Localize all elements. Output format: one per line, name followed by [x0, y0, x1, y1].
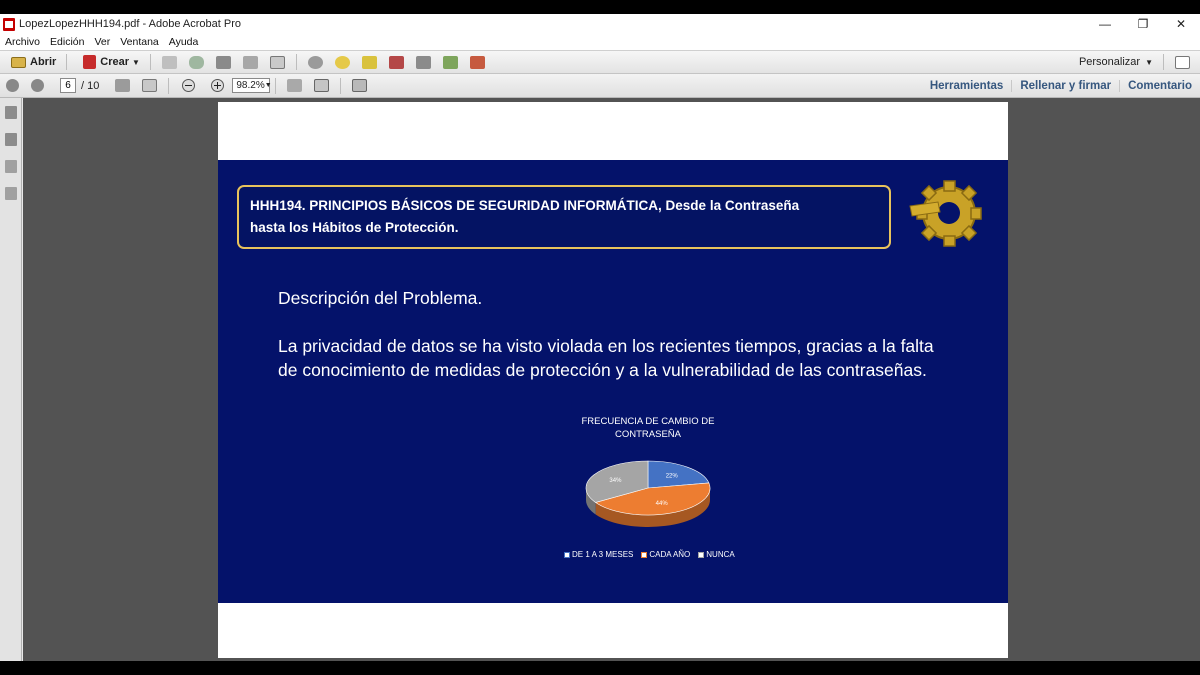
chart-title: FRECUENCIA DE CAMBIO DE CONTRASEÑA — [581, 416, 715, 440]
legend-label: NUNCA — [706, 550, 735, 559]
page-total: / 10 — [81, 79, 100, 92]
pie-data-label: 44% — [655, 501, 668, 508]
legend-label: CADA AÑO — [649, 550, 691, 559]
chevron-down-icon: ▼ — [264, 82, 272, 89]
window-controls — [1086, 17, 1200, 31]
title-bar — [0, 14, 1200, 34]
comment-icon[interactable] — [335, 56, 350, 69]
menu-bar — [0, 34, 1200, 50]
menu-ventana[interactable]: Ventana — [120, 36, 159, 48]
cloud-upload-icon[interactable] — [189, 56, 204, 69]
hand-tool-icon[interactable] — [142, 79, 157, 92]
previous-page-icon[interactable] — [6, 79, 19, 92]
main-toolbar — [0, 50, 1200, 74]
create-pdf-icon — [83, 55, 96, 69]
task-panels — [922, 80, 1200, 92]
menu-edicion[interactable]: Edición — [50, 36, 85, 48]
attachments-icon[interactable] — [5, 160, 17, 173]
save-icon[interactable] — [162, 56, 177, 69]
open-button[interactable]: Abrir — [5, 56, 56, 68]
navigation-toolbar — [0, 74, 1200, 98]
compare-icon[interactable] — [416, 56, 431, 69]
legend-swatch — [698, 552, 704, 558]
legend-swatch — [564, 552, 570, 558]
menu-ver[interactable]: Ver — [94, 36, 111, 48]
acrobat-window — [0, 14, 1200, 661]
page-thumbnails-icon[interactable] — [5, 106, 17, 119]
slide-title-box — [237, 185, 891, 249]
folder-icon — [11, 57, 26, 68]
slide-paragraph: La privacidad de datos se ha visto violada en los recientes tiempos, gracias a la falta de conocimiento de medidas de protección y a la vulnerabilidad de las contraseñas. — [278, 336, 934, 380]
gear-logo-icon — [908, 178, 986, 250]
restore-icon[interactable]: ❐ — [1137, 17, 1149, 31]
edit-icon[interactable] — [243, 56, 258, 69]
mail-icon[interactable] — [270, 56, 285, 69]
form-icon[interactable] — [470, 56, 485, 69]
zoom-in-icon[interactable] — [211, 79, 224, 92]
pie-data-label: 34% — [609, 478, 622, 485]
next-page-icon[interactable] — [31, 79, 44, 92]
signatures-icon[interactable] — [5, 187, 17, 200]
customize-button[interactable]: Personalizar ▼ — [1078, 56, 1153, 68]
fit-page-icon[interactable] — [314, 79, 329, 92]
close-icon[interactable]: ✕ — [1175, 17, 1187, 31]
pie-chart — [578, 450, 718, 540]
select-cursor-icon[interactable] — [115, 79, 130, 92]
legend-item — [698, 550, 734, 559]
combine-icon[interactable] — [443, 56, 458, 69]
legend-item — [564, 550, 633, 559]
chevron-down-icon: ▼ — [132, 57, 140, 67]
gear-icon[interactable] — [308, 56, 323, 69]
menu-archivo[interactable]: Archivo — [5, 36, 41, 48]
expand-icon[interactable] — [1175, 56, 1190, 69]
pdf-file-icon — [3, 18, 15, 31]
create-button[interactable]: Crear ▼ — [77, 55, 140, 69]
tab-fill-sign[interactable]: Rellenar y firmar — [1011, 80, 1119, 92]
chart-legend — [564, 550, 743, 559]
tab-comment[interactable]: Comentario — [1119, 80, 1200, 92]
minimize-icon[interactable]: — — [1099, 17, 1111, 31]
window-title: LopezLopezHHH194.pdf - Adobe Acrobat Pro — [19, 18, 241, 30]
slide — [218, 160, 1008, 603]
read-mode-icon[interactable] — [352, 79, 367, 92]
tab-tools[interactable]: Herramientas — [929, 79, 1004, 92]
slide-title-line1: HHH194. PRINCIPIOS BÁSICOS DE SEGURIDAD INFORMÁTICA, Desde la Contraseña — [250, 198, 800, 213]
stamp-icon[interactable] — [389, 56, 404, 69]
pdf-page — [218, 102, 1008, 658]
slide-heading: Descripción del Problema. — [278, 288, 483, 308]
fit-width-icon[interactable] — [287, 79, 302, 92]
legend-swatch — [641, 552, 647, 558]
zoom-select[interactable]: 98.2% ▼ — [232, 78, 270, 93]
legend-item — [641, 550, 690, 559]
menu-ayuda[interactable]: Ayuda — [168, 36, 199, 48]
navigation-pane — [0, 98, 22, 661]
bookmarks-icon[interactable] — [5, 133, 17, 146]
print-icon[interactable] — [216, 56, 231, 69]
slide-body — [278, 286, 938, 382]
highlight-icon[interactable] — [362, 56, 377, 69]
zoom-out-icon[interactable] — [182, 79, 195, 92]
slide-title-line2: hasta los Hábitos de Protección. — [250, 220, 459, 235]
chevron-down-icon: ▼ — [1145, 57, 1153, 67]
document-viewer[interactable] — [23, 98, 1200, 661]
legend-label: DE 1 A 3 MESES — [572, 550, 634, 559]
page-number-input[interactable] — [60, 78, 76, 93]
pie-data-label: 22% — [665, 473, 678, 480]
